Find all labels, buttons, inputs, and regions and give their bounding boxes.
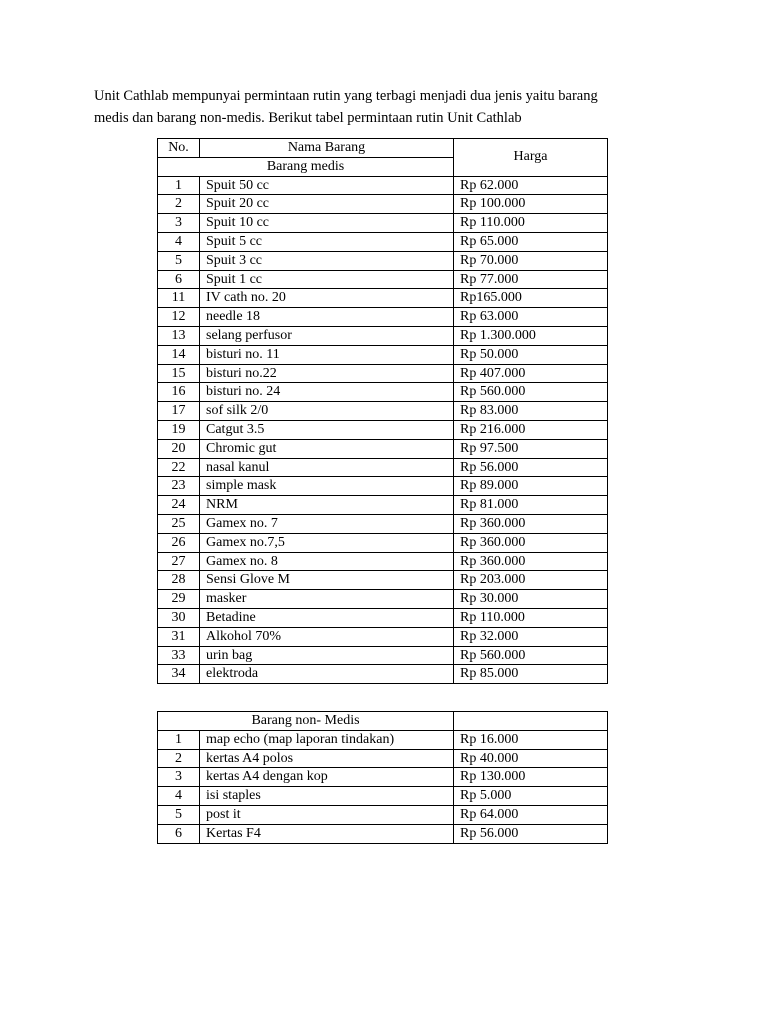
table-group-row [158, 712, 608, 731]
table-row [158, 477, 608, 496]
table-row [158, 251, 608, 270]
table-row [158, 308, 608, 327]
row-number: 31 [158, 627, 200, 646]
item-name: Gamex no. 8 [200, 552, 454, 571]
row-number: 17 [158, 402, 200, 421]
item-name: Gamex no. 7 [200, 514, 454, 533]
row-number: 13 [158, 326, 200, 345]
table-row [158, 439, 608, 458]
item-price: Rp 63.000 [454, 308, 608, 327]
item-name: Kertas F4 [200, 824, 454, 843]
table-row [158, 195, 608, 214]
item-name: Catgut 3.5 [200, 420, 454, 439]
item-price: Rp 83.000 [454, 402, 608, 421]
table-row [158, 787, 608, 806]
row-number: 16 [158, 383, 200, 402]
table-row [158, 552, 608, 571]
item-name: NRM [200, 496, 454, 515]
item-price: Rp 100.000 [454, 195, 608, 214]
item-price: Rp 56.000 [454, 824, 608, 843]
item-name: Alkohol 70% [200, 627, 454, 646]
table-row [158, 326, 608, 345]
item-name: isi staples [200, 787, 454, 806]
row-number: 4 [158, 787, 200, 806]
header-group-non-medical: Barang non- Medis [158, 712, 454, 731]
item-price: Rp 360.000 [454, 552, 608, 571]
item-name: bisturi no. 24 [200, 383, 454, 402]
item-name: urin bag [200, 646, 454, 665]
row-number: 24 [158, 496, 200, 515]
item-name: needle 18 [200, 308, 454, 327]
item-name: simple mask [200, 477, 454, 496]
item-price: Rp 50.000 [454, 345, 608, 364]
header-group-medical: Barang medis [158, 157, 454, 176]
item-price: Rp 130.000 [454, 768, 608, 787]
table-row [158, 749, 608, 768]
item-price: Rp 70.000 [454, 251, 608, 270]
table-row [158, 420, 608, 439]
table-row [158, 232, 608, 251]
item-price: Rp 85.000 [454, 665, 608, 684]
item-name: Spuit 3 cc [200, 251, 454, 270]
table-row [158, 458, 608, 477]
item-price: Rp 560.000 [454, 646, 608, 665]
item-price: Rp 1.300.000 [454, 326, 608, 345]
item-name: Spuit 50 cc [200, 176, 454, 195]
item-price: Rp 30.000 [454, 590, 608, 609]
table-row [158, 270, 608, 289]
item-name: Chromic gut [200, 439, 454, 458]
item-price: Rp 110.000 [454, 608, 608, 627]
item-name: kertas A4 dengan kop [200, 768, 454, 787]
non-medical-items-table [157, 711, 608, 844]
header-item-name: Nama Barang [200, 139, 454, 158]
item-price: Rp 89.000 [454, 477, 608, 496]
table-row [158, 627, 608, 646]
row-number: 1 [158, 730, 200, 749]
row-number: 3 [158, 768, 200, 787]
item-name: selang perfusor [200, 326, 454, 345]
row-number: 2 [158, 749, 200, 768]
table-row [158, 805, 608, 824]
non-medical-items-body [158, 730, 608, 843]
table-row [158, 571, 608, 590]
item-name: Spuit 20 cc [200, 195, 454, 214]
table-row [158, 514, 608, 533]
item-price: Rp 110.000 [454, 214, 608, 233]
table-row [158, 496, 608, 515]
item-price: Rp 62.000 [454, 176, 608, 195]
row-number: 14 [158, 345, 200, 364]
intro-line-2: medis dan barang non-medis. Berikut tabel permintaan rutin Unit Cathlab [94, 110, 522, 126]
medical-items-table [157, 138, 608, 684]
item-price: Rp 360.000 [454, 533, 608, 552]
row-number: 4 [158, 232, 200, 251]
header-price: Harga [454, 139, 608, 177]
item-name: bisturi no. 11 [200, 345, 454, 364]
intro-paragraph [94, 85, 654, 129]
row-number: 19 [158, 420, 200, 439]
item-name: post it [200, 805, 454, 824]
item-name: Betadine [200, 608, 454, 627]
item-name: sof silk 2/0 [200, 402, 454, 421]
row-number: 34 [158, 665, 200, 684]
table-header-row [158, 139, 608, 158]
item-name: map echo (map laporan tindakan) [200, 730, 454, 749]
table-row [158, 345, 608, 364]
item-price: Rp 97.500 [454, 439, 608, 458]
table-row [158, 646, 608, 665]
header-no: No. [158, 139, 200, 158]
table-row [158, 364, 608, 383]
item-name: Sensi Glove M [200, 571, 454, 590]
row-number: 6 [158, 270, 200, 289]
row-number: 33 [158, 646, 200, 665]
row-number: 2 [158, 195, 200, 214]
row-number: 6 [158, 824, 200, 843]
row-number: 11 [158, 289, 200, 308]
row-number: 5 [158, 805, 200, 824]
item-price: Rp 77.000 [454, 270, 608, 289]
row-number: 5 [158, 251, 200, 270]
table-row [158, 383, 608, 402]
row-number: 29 [158, 590, 200, 609]
row-number: 28 [158, 571, 200, 590]
table-row [158, 533, 608, 552]
medical-items-body [158, 176, 608, 684]
row-number: 20 [158, 439, 200, 458]
table-row [158, 824, 608, 843]
header-price-empty [454, 712, 608, 731]
item-name: Spuit 5 cc [200, 232, 454, 251]
item-price: Rp 5.000 [454, 787, 608, 806]
item-name: bisturi no.22 [200, 364, 454, 383]
item-price: Rp 360.000 [454, 514, 608, 533]
item-name: Spuit 10 cc [200, 214, 454, 233]
item-name: elektroda [200, 665, 454, 684]
item-name: IV cath no. 20 [200, 289, 454, 308]
item-price: Rp 16.000 [454, 730, 608, 749]
row-number: 12 [158, 308, 200, 327]
row-number: 22 [158, 458, 200, 477]
row-number: 27 [158, 552, 200, 571]
table-row [158, 665, 608, 684]
item-price: Rp 560.000 [454, 383, 608, 402]
item-price: Rp 216.000 [454, 420, 608, 439]
item-price: Rp 65.000 [454, 232, 608, 251]
row-number: 30 [158, 608, 200, 627]
item-name: Spuit 1 cc [200, 270, 454, 289]
item-name: Gamex no.7,5 [200, 533, 454, 552]
intro-line-1: Unit Cathlab mempunyai permintaan rutin yang terbagi menjadi dua jenis yaitu barang [94, 88, 598, 104]
item-price: Rp165.000 [454, 289, 608, 308]
table-row [158, 768, 608, 787]
row-number: 1 [158, 176, 200, 195]
item-price: Rp 64.000 [454, 805, 608, 824]
item-price: Rp 203.000 [454, 571, 608, 590]
item-price: Rp 407.000 [454, 364, 608, 383]
item-price: Rp 56.000 [454, 458, 608, 477]
item-price: Rp 81.000 [454, 496, 608, 515]
table-row [158, 590, 608, 609]
item-price: Rp 32.000 [454, 627, 608, 646]
table-row [158, 214, 608, 233]
item-name: masker [200, 590, 454, 609]
table-row [158, 402, 608, 421]
table-row [158, 176, 608, 195]
row-number: 3 [158, 214, 200, 233]
table-row [158, 730, 608, 749]
item-name: nasal kanul [200, 458, 454, 477]
row-number: 25 [158, 514, 200, 533]
row-number: 15 [158, 364, 200, 383]
item-price: Rp 40.000 [454, 749, 608, 768]
table-row [158, 608, 608, 627]
table-row [158, 289, 608, 308]
item-name: kertas A4 polos [200, 749, 454, 768]
row-number: 26 [158, 533, 200, 552]
row-number: 23 [158, 477, 200, 496]
